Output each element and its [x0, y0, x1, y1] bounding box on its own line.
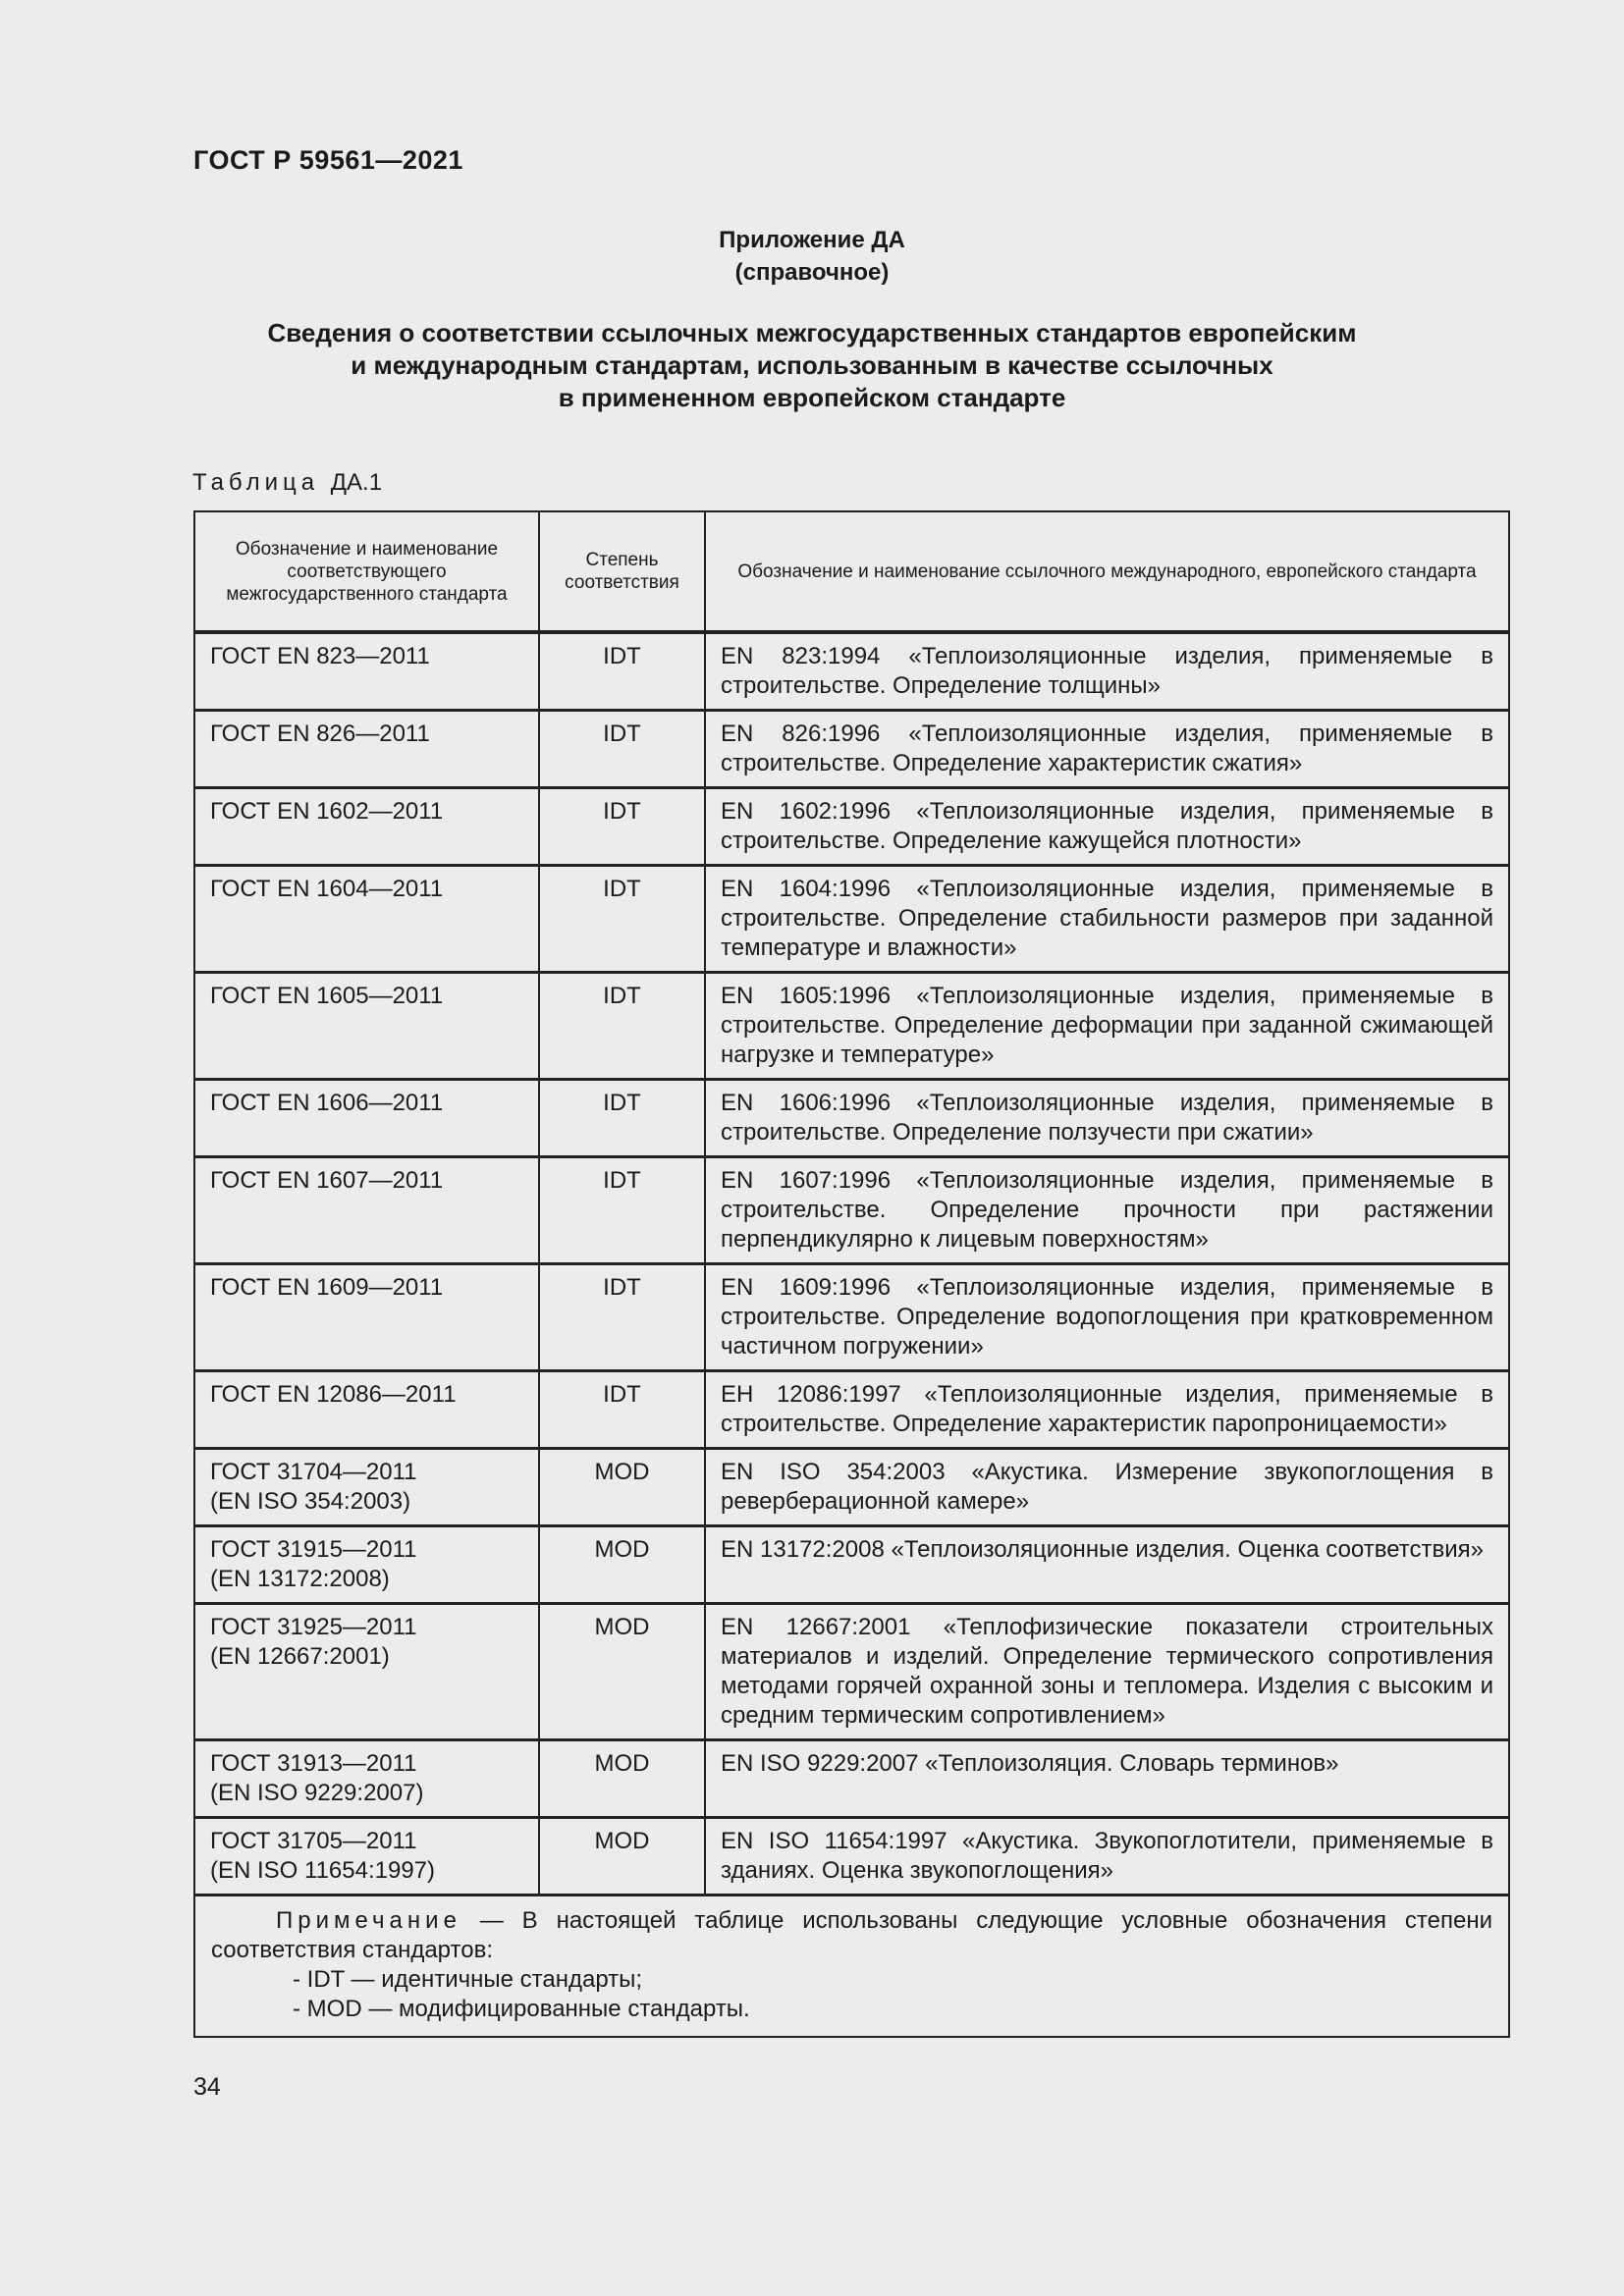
degree-cell: IDT — [539, 1264, 705, 1371]
interstate-standard-equivalent: (EN 12667:2001) — [210, 1643, 390, 1670]
degree-cell: IDT — [539, 632, 705, 711]
page-number: 34 — [193, 2073, 221, 2101]
table-row — [194, 711, 1509, 788]
interstate-standard-cell — [194, 1264, 539, 1371]
reference-standard-cell: EN 1607:1996 «Теплоизоляционные изделия, применяемые в строительстве. Определение прочности при растяжении перпендикулярно к лицевым поверхностям» — [705, 1157, 1509, 1264]
degree-cell: IDT — [539, 1080, 705, 1157]
reference-standard-cell: EN 1606:1996 «Теплоизоляционные изделия, применяемые в строительстве. Определение ползучести при сжатии» — [705, 1080, 1509, 1157]
interstate-standard-designation: ГОСТ EN 1609—2011 — [210, 1274, 444, 1301]
interstate-standard-designation: ГОСТ 31915—2011 — [210, 1536, 417, 1563]
interstate-standard-cell — [194, 1818, 539, 1896]
interstate-standard-designation: ГОСТ 31925—2011 — [210, 1614, 417, 1640]
interstate-standard-cell — [194, 973, 539, 1080]
interstate-standard-designation: ГОСТ EN 826—2011 — [210, 721, 430, 747]
interstate-standard-equivalent: (EN 13172:2008) — [210, 1566, 390, 1592]
table-label — [192, 469, 382, 497]
reference-standard-cell: ЕН 12086:1997 «Теплоизоляционные изделия, применяемые в строительстве. Определение характеристик паропроницаемости» — [705, 1371, 1509, 1449]
reference-standard-cell: EN ISO 11654:1997 «Акустика. Звукопоглотители, применяемые в зданиях. Оценка звукопоглощения» — [705, 1818, 1509, 1896]
interstate-standard-cell — [194, 632, 539, 711]
note-label: Примечание — [276, 1907, 461, 1934]
degree-cell: MOD — [539, 1526, 705, 1604]
reference-standard-cell: EN 1609:1996 «Теплоизоляционные изделия, применяемые в строительстве. Определение водопоглощения при кратковременном частичном погружении» — [705, 1264, 1509, 1371]
document-code: ГОСТ Р 59561—2021 — [193, 145, 463, 175]
appendix-kind: (справочное) — [734, 259, 890, 286]
degree-cell: MOD — [539, 1740, 705, 1818]
heading-line: Сведения о соответствии ссылочных межгосударственных стандартов европейским — [267, 318, 1357, 347]
interstate-standard-cell — [194, 788, 539, 866]
degree-cell: IDT — [539, 866, 705, 973]
interstate-standard-designation: ГОСТ EN 1604—2011 — [210, 876, 444, 902]
table-row — [194, 788, 1509, 866]
table-row — [194, 1157, 1509, 1264]
reference-standard-cell: EN 823:1994 «Теплоизоляционные изделия, применяемые в строительстве. Определение толщины» — [705, 632, 1509, 711]
table-note-row — [194, 1896, 1509, 2038]
reference-standard-cell: EN 826:1996 «Теплоизоляционные изделия, применяемые в строительстве. Определение характеристик сжатия» — [705, 711, 1509, 788]
table-note — [194, 1896, 1509, 2038]
note-item: - MOD — модифицированные стандарты. — [293, 1996, 750, 2022]
interstate-standard-cell — [194, 1526, 539, 1604]
table-label-number: ДА.1 — [330, 469, 383, 496]
reference-standard-cell: EN 12667:2001 «Теплофизические показатели строительных материалов и изделий. Определение термического сопротивления методами горячей охранной зоны и тепломера. Изделия с высоким и средним термическим сопротивлением» — [705, 1604, 1509, 1740]
reference-standard-cell: EN 1605:1996 «Теплоизоляционные изделия, применяемые в строительстве. Определение деформации при заданной сжимающей нагрузке и температуре» — [705, 973, 1509, 1080]
degree-cell: IDT — [539, 973, 705, 1080]
table-header-row — [194, 511, 1509, 632]
interstate-standard-designation: ГОСТ EN 1605—2011 — [210, 983, 444, 1009]
interstate-standard-cell — [194, 1371, 539, 1449]
note-text: — В настоящей таблице использованы следующие условные обозначения степени соответствия стандартов: — [211, 1907, 1492, 1963]
table-label-word: Таблица — [192, 469, 320, 496]
interstate-standard-equivalent: (EN ISO 354:2003) — [210, 1488, 411, 1515]
reference-standard-cell: EN 1602:1996 «Теплоизоляционные изделия, применяемые в строительстве. Определение кажущейся плотности» — [705, 788, 1509, 866]
table-row — [194, 866, 1509, 973]
interstate-standard-designation: ГОСТ 31913—2011 — [210, 1750, 417, 1777]
standards-table — [193, 510, 1510, 2038]
degree-cell: MOD — [539, 1449, 705, 1526]
table-row — [194, 973, 1509, 1080]
heading-line: в примененном европейском стандарте — [558, 383, 1066, 412]
table-row — [194, 1371, 1509, 1449]
interstate-standard-cell — [194, 1604, 539, 1740]
interstate-standard-designation: ГОСТ EN 1606—2011 — [210, 1090, 444, 1116]
reference-standard-cell: EN ISO 9229:2007 «Теплоизоляция. Словарь терминов» — [705, 1740, 1509, 1818]
interstate-standard-designation: ГОСТ 31704—2011 — [210, 1459, 417, 1485]
appendix-title-block — [0, 224, 1624, 289]
table-row — [194, 1264, 1509, 1371]
degree-cell: IDT — [539, 1371, 705, 1449]
appendix-title: Приложение ДА — [719, 227, 905, 253]
reference-standard-cell: EN 1604:1996 «Теплоизоляционные изделия, применяемые в строительстве. Определение стабильности размеров при заданной температуре и влажности» — [705, 866, 1509, 973]
appendix-heading — [0, 317, 1624, 414]
interstate-standard-cell — [194, 711, 539, 788]
table-row — [194, 1740, 1509, 1818]
interstate-standard-designation: ГОСТ EN 823—2011 — [210, 643, 430, 669]
heading-line: и международным стандартам, использованным в качестве ссылочных — [351, 350, 1273, 380]
interstate-standard-designation: ГОСТ EN 12086—2011 — [210, 1381, 457, 1408]
degree-cell: IDT — [539, 788, 705, 866]
table-row — [194, 1080, 1509, 1157]
interstate-standard-designation: ГОСТ EN 1602—2011 — [210, 798, 444, 825]
degree-cell: IDT — [539, 711, 705, 788]
interstate-standard-cell — [194, 1080, 539, 1157]
reference-standard-cell: EN ISO 354:2003 «Акустика. Измерение звукопоглощения в реверберационной камере» — [705, 1449, 1509, 1526]
table-row — [194, 1526, 1509, 1604]
column-header-interstate-standard: Обозначение и наименование соответствующего межгосударственного стандарта — [194, 511, 539, 632]
table-row — [194, 1818, 1509, 1896]
reference-standard-cell: EN 13172:2008 «Теплоизоляционные изделия. Оценка соответствия» — [705, 1526, 1509, 1604]
interstate-standard-cell — [194, 1157, 539, 1264]
column-header-degree: Степень соответствия — [539, 511, 705, 632]
table-row — [194, 1604, 1509, 1740]
note-item: - IDT — идентичные стандарты; — [293, 1966, 643, 1993]
degree-cell: MOD — [539, 1604, 705, 1740]
interstate-standard-cell — [194, 1740, 539, 1818]
table-row — [194, 1449, 1509, 1526]
interstate-standard-equivalent: (EN ISO 9229:2007) — [210, 1780, 424, 1806]
interstate-standard-designation: ГОСТ EN 1607—2011 — [210, 1167, 444, 1194]
table-row — [194, 632, 1509, 711]
degree-cell: MOD — [539, 1818, 705, 1896]
interstate-standard-cell — [194, 866, 539, 973]
interstate-standard-equivalent: (EN ISO 11654:1997) — [210, 1857, 436, 1884]
degree-cell: IDT — [539, 1157, 705, 1264]
interstate-standard-cell — [194, 1449, 539, 1526]
interstate-standard-designation: ГОСТ 31705—2011 — [210, 1828, 417, 1854]
column-header-reference-standard: Обозначение и наименование ссылочного международного, европейского стандарта — [705, 511, 1509, 632]
